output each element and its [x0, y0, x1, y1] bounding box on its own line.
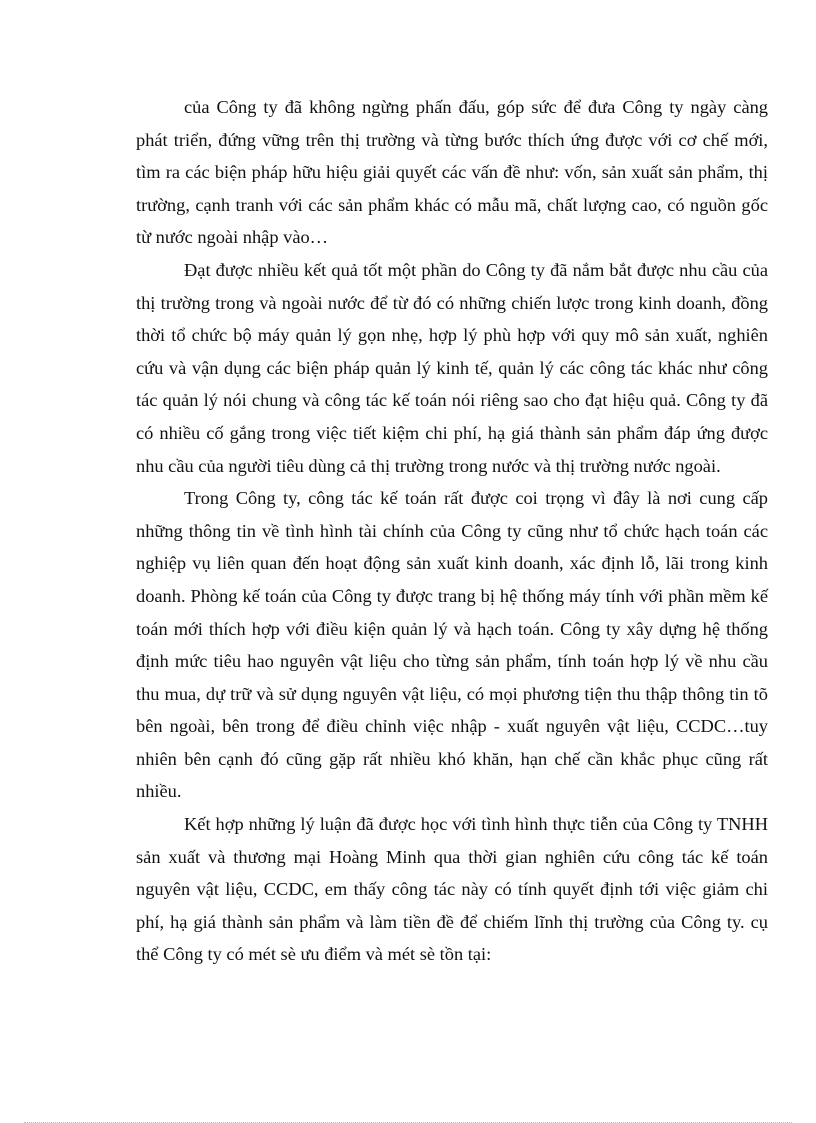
- paragraph-1: của Công ty đã không ngừng phấn đấu, góp sức để đưa Công ty ngày càng phát triển, đứng vững trên thị trường và từng bước thích ứng được với cơ chế mới, tìm ra các biện pháp hữu hiệu giải quyết các vấn đề như: vốn, sản xuất sản phẩm, thị trường, cạnh tranh với các sản phẩm khác có mẫu mã, chất lượng cao, có nguồn gốc từ nước ngoài nhập vào…: [136, 97, 768, 248]
- paragraph-2: Đạt được nhiều kết quả tốt một phần do Công ty đã nắm bắt được nhu cầu của thị trường trong và ngoài nước để từ đó có những chiến lược trong kinh doanh, đồng thời tổ chức bộ máy quản lý gọn nhẹ, hợp lý phù hợp với quy mô sản xuất, nghiên cứu và vận dụng các biện pháp quản lý kinh tế, quản lý các công tác khác như công tác quản lý nói chung và công tác kế toán nói riêng sao cho đạt hiệu quả. Công ty đã có nhiều cố gắng trong việc tiết kiệm chi phí, hạ giá thành sản phẩm đáp ứng được nhu cầu của người tiêu dùng cả thị trường trong nước và thị trường nước ngoài.: [136, 259, 768, 476]
- document-body: [136, 91, 768, 971]
- paragraph-4: Kết hợp những lý luận đã được học với tình hình thực tiễn của Công ty TNHH sản xuất và thương mại Hoàng Minh qua thời gian nghiên cứu công tác kế toán nguyên vật liệu, CCDC, em thấy công tác này có tính quyết định tới việc giảm chi phí, hạ giá thành sản phẩm và làm tiền đề để chiếm lĩnh thị trường của Công ty. cụ thể Công ty có mét sè ưu điểm và mét sè tồn tại:: [136, 814, 768, 965]
- paragraph-3: Trong Công ty, công tác kế toán rất được coi trọng vì đây là nơi cung cấp những thông tin về tình hình tài chính của Công ty cũng như tổ chức hạch toán các nghiệp vụ liên quan đến hoạt động sản xuất kinh doanh, xác định lỗ, lãi trong kinh doanh. Phòng kế toán của Công ty được trang bị hệ thống máy tính với phần mềm kế toán mới thích hợp với điều kiện quản lý và hạch toán. Công ty xây dựng hệ thống định mức tiêu hao nguyên vật liệu cho từng sản phẩm, tính toán hợp lý về nhu cầu thu mua, dự trữ và sử dụng nguyên vật liệu, có mọi phương tiện thu thập thông tin tõ bên ngoài, bên trong để điều chỉnh việc nhập - xuất nguyên vật liệu, CCDC…tuy nhiên bên cạnh đó cũng gặp rất nhiều khó khăn, hạn chế cần khắc phục cũng rất nhiều.: [136, 488, 768, 802]
